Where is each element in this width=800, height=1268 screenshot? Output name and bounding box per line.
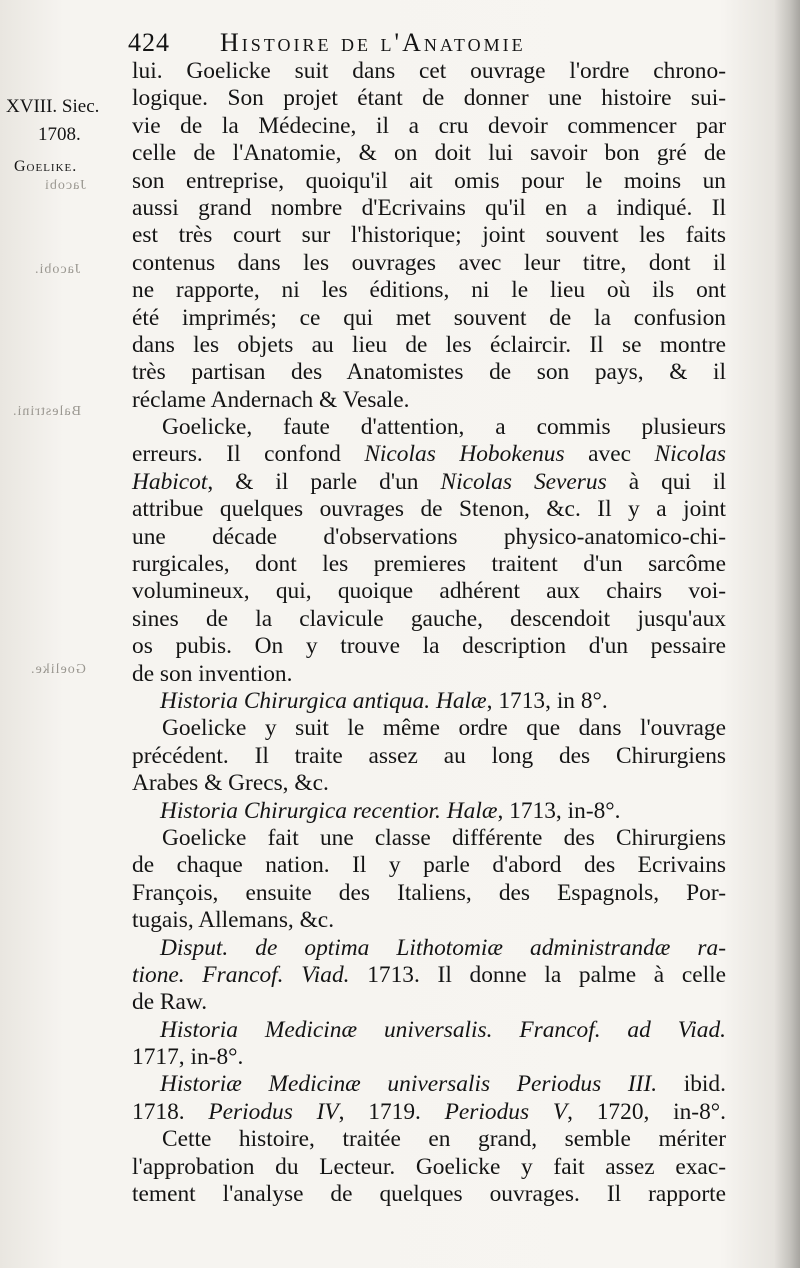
text-line: son entreprise, quoiqu'il ait omis pour le moins un [132, 167, 726, 194]
margin-showthrough-3: Balestrini. [12, 404, 81, 419]
text-line: Goelicke y suit le même ordre que dans l'ouvrage [162, 715, 726, 742]
margin-century: XVIII. Siec. [6, 96, 100, 117]
text-line: de son invention. [132, 660, 293, 687]
text-run: avec [588, 441, 631, 468]
text-run: , 1713, in 8°. [486, 687, 608, 714]
text-run: 1718. [132, 1098, 185, 1125]
text-run: , 1713, in-8°. [497, 797, 621, 824]
text-line: Cette histoire, traitée en grand, semble mériter [162, 1126, 726, 1153]
page-spine-shadow [774, 0, 800, 1268]
margin-author-name: Goelike. [14, 158, 78, 175]
text-run: 1713. Il donne la palme à celle [367, 961, 726, 988]
bibliographic-entry [132, 688, 726, 715]
text-line: attribue quelques ouvrages de Stenon, &c. Il y a joint [132, 496, 726, 523]
text-line: celle de l'Anatomie, & on doit lui savoir bon gré de [132, 140, 726, 167]
text-line: une décade d'observations physico-anatomico-chi- [132, 523, 726, 550]
work-title: Historiæ Medicinæ universalis Periodus [160, 1071, 602, 1098]
margin-year: 1708. [38, 124, 81, 145]
margin-showthrough-4: Goelike. [30, 662, 86, 677]
work-title: Historia Medicinæ universalis. Francof. ad Viad. [160, 1016, 726, 1043]
text-line: été imprimés; ce qui met souvent de la confusion [132, 304, 726, 331]
text-line: 1717, in-8°. [132, 1044, 244, 1071]
person-name: Habicot [132, 468, 208, 495]
text-run: , 1719. [338, 1098, 421, 1125]
text-run: erreurs. Il confond [132, 441, 341, 468]
text-line: contenus dans les ouvrages avec leur titre, dont il [132, 249, 726, 276]
text-run: ibid. [683, 1071, 726, 1098]
text-line: l'approbation du Lecteur. Goelicke y fait assez exac- [132, 1153, 726, 1180]
text-run: , 1720, in-8°. [567, 1098, 726, 1125]
bibliographic-entry [132, 962, 726, 989]
person-name: Nicolas Hobokenus [364, 441, 565, 468]
text-line: de Raw. [132, 989, 208, 1016]
text-line: est très court sur l'historique; joint souvent les faits [132, 222, 726, 249]
bibliographic-entry [132, 798, 726, 825]
work-title: Historia Chirurgica antiqua. Halæ [160, 687, 487, 714]
work-title: Disput. [160, 934, 229, 961]
bibliographic-entry [132, 935, 726, 962]
work-title: tione. Francof. Viad. [132, 961, 350, 988]
text-line: sines de la clavicule gauche, descendoit jusqu'aux [132, 605, 726, 632]
person-name: Nicolas Severus [440, 468, 607, 495]
work-title: de optima Lithotomiæ administrandæ ra- [255, 934, 726, 961]
text-line: tugais, Allemans, &c. [132, 907, 335, 934]
text-line: vie de la Médecine, il a cru devoir commencer par [132, 112, 726, 139]
text-line: Goelicke fait une classe différente des Chirurgiens [162, 824, 726, 851]
text-line: aussi grand nombre d'Ecrivains qu'il en a indiqué. Il [132, 194, 726, 221]
text-line: Arabes & Grecs, &c. [132, 770, 329, 797]
text-line: tement l'analyse de quelques ouvrages. Il rapporte [132, 1181, 726, 1208]
text-run: , & il parle d'un [207, 468, 419, 495]
person-name: Nicolas [654, 441, 726, 468]
left-margin [0, 0, 128, 1268]
text-line: précédent. Il traite assez au long des Chirurgiens [132, 742, 726, 769]
main-text-block [132, 58, 726, 1208]
text-line: François, ensuite des Italiens, des Espagnols, Por- [132, 879, 726, 906]
text-line: de chaque nation. Il y parle d'abord des Ecrivains [132, 852, 726, 879]
text-line: ne rapporte, ni les éditions, ni le lieu où ils ont [132, 277, 726, 304]
margin-showthrough-1: Jacobi [44, 178, 86, 193]
text-line [132, 469, 726, 496]
text-line: rurgicales, dont les premieres traitent d'un sarcôme [132, 551, 726, 578]
text-line: volumineux, qui, quoique adhérent aux chairs voi- [132, 578, 726, 605]
text-line: logique. Son projet étant de donner une histoire sui- [132, 85, 726, 112]
text-run: à qui il [628, 468, 726, 495]
bibliographic-entry [132, 1017, 726, 1044]
margin-showthrough-2: Jacobi. [34, 262, 81, 277]
work-title: Periodus IV [208, 1098, 339, 1125]
text-line: Goelicke, faute d'attention, a commis plusieurs [162, 414, 726, 441]
text-line [132, 441, 726, 468]
work-title: III. [627, 1071, 658, 1098]
text-line: très partisan des Anatomistes de son pays, & il [132, 359, 726, 386]
page-number: 424 [128, 28, 170, 57]
bibliographic-entry [132, 1099, 726, 1126]
bibliographic-entry [132, 1071, 726, 1098]
running-title: Histoire de l'Anatomie [220, 28, 526, 57]
text-line: réclame Andernach & Vesale. [132, 386, 410, 413]
text-line: os pubis. On y trouve la description d'un pessaire [132, 633, 726, 660]
work-title: Historia Chirurgica recentior. Halæ [160, 797, 498, 824]
work-title: Periodus V [444, 1098, 568, 1125]
text-line: dans les objets au lieu de les éclaircir. Il se montre [132, 331, 726, 358]
text-line: lui. Goelicke suit dans cet ouvrage l'ordre chrono- [132, 58, 726, 84]
